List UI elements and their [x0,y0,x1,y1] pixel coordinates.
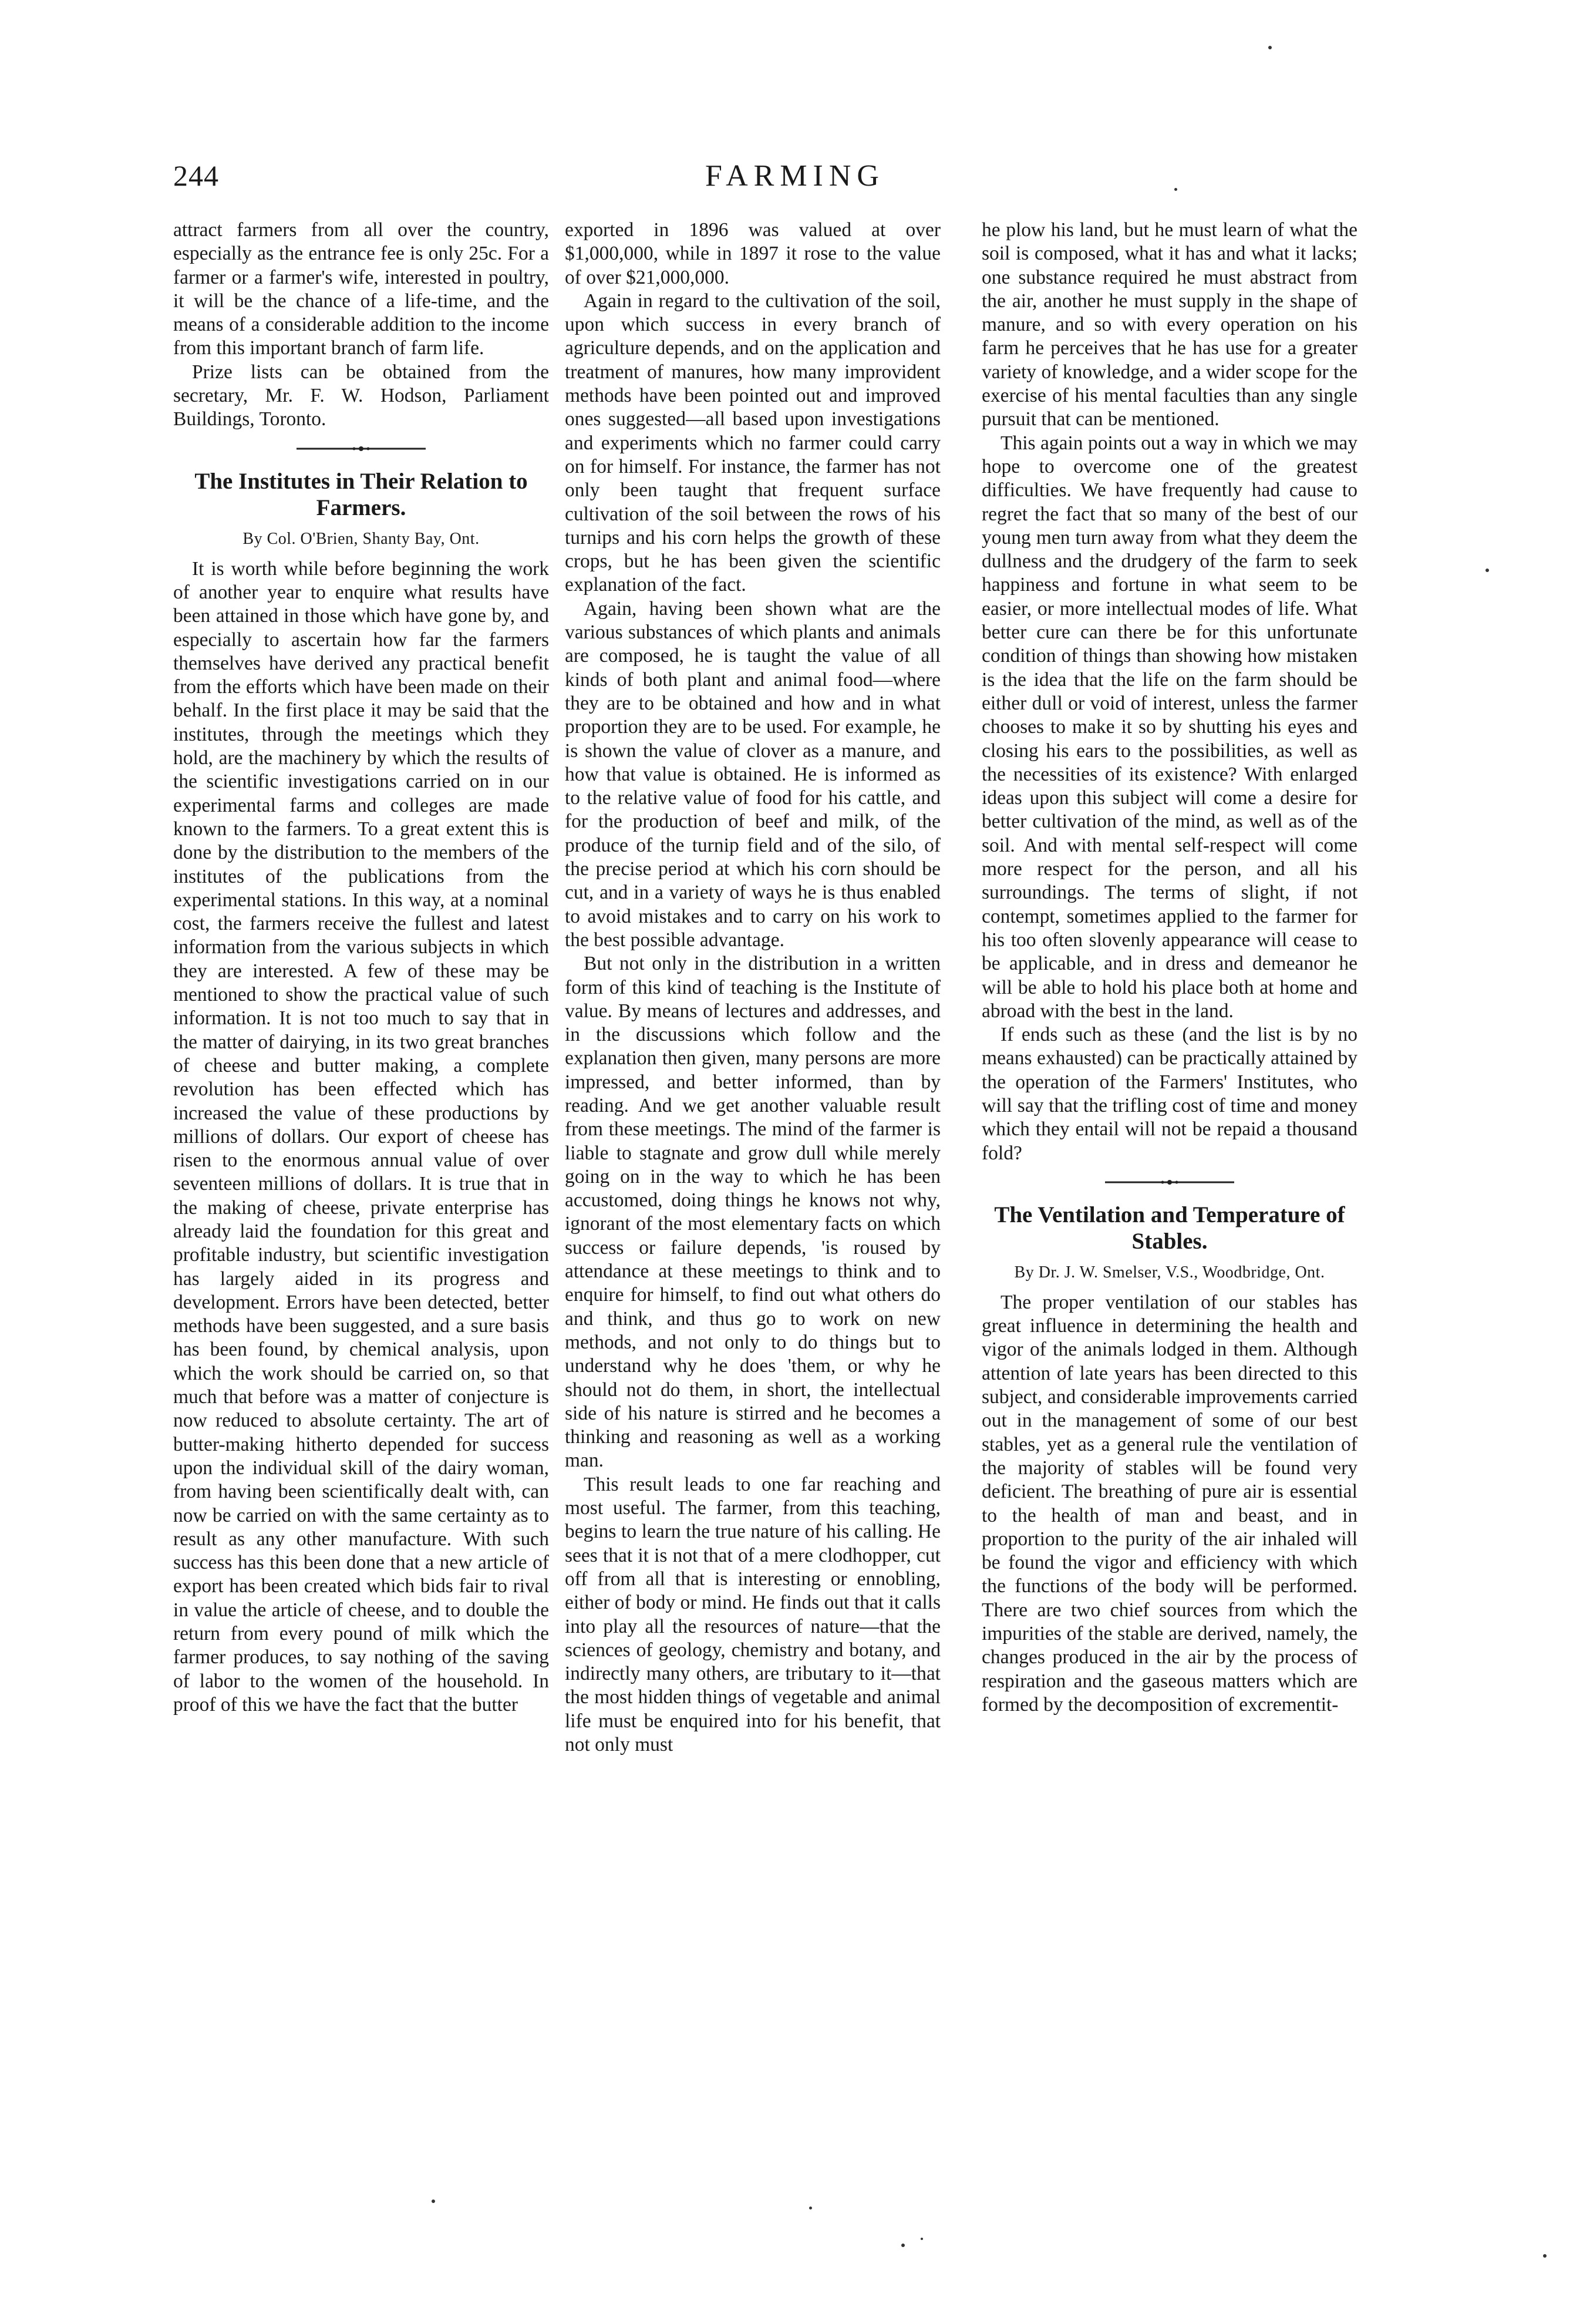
paragraph: If ends such as these (and the list is by no means exhausted) can be practically attained by the operation of the Farmers' Institutes, who will say that the trifling cost of time and money which they entail will not be repaid a thousand fold? [982,1024,1357,1164]
column-1 [173,218,549,1717]
paragraph: It is worth while before beginning the work of another year to enquire what results have been attained in those which have gone by, and especially to ascertain how far the farmers themselves have derived any practical benefit from the efforts which have been made on their behalf. In the first place it may be said that the institutes, through the meetings which they hold, are the machinery by which the results of the scientific investigations carried on in our experimental farms and colleges are made known to the farmers. To a great extent this is done by the distribution to the members of the institutes of the publications from the experimental stations. In this way, at a nominal cost, the farmers receive the fullest and latest information from the various subjects in which they are interested. A few of these may be mentioned to show the practical value of such information. It is not too much to say that in the matter of dairying, in its two great branches of cheese and butter making, a complete revolution has been effected which has increased the value of these productions by millions of dollars. Our export of cheese has risen to the enormous annual value of over seventeen millions of dollars. It is true that in the making of cheese, private enterprise has already laid the foundation for this great and profitable industry, but scientific investigation has largely aided in its progress and development. Errors have been detected, better methods have been suggested, and a sure basis has been found, by chemical analysis, upon which the work should be carried on, so that much that before was a matter of conjecture is now reduced to absolute certainty. The art of butter-making hitherto depended for success upon the individual skill of the dairy woman, from having been scientifically dealt with, can now be carried on with the same certainty as to result as any other manufacture. With such success has this been done that a new article of export has been created which bids fair to rival in value the article of cheese, and to double the return from every pound of milk which the farmer produces, to say nothing of the saving of labor to the women of the household. In proof of this we have the fact that the butter [173,557,549,1716]
scan-speck [432,2199,435,2203]
paragraph: Again, having been shown what are the various substances of which plants and animals are composed, he is taught the value of all kinds of both plant and animal food—where they are to be obtained and how and in what proportion they are to be used. For example, he is shown the value of clover as a manure, and how that value is obtained. He is informed as to the relative value of food for his cattle, and for the production of beef and milk, of the produce of the turnip field and of the silo, of the precise period at which his corn should be cut, and in a variety of ways he is thus enabled to avoid mistakes and to carry on his work to the best possible advantage. [565,597,941,951]
scan-speck [1543,2254,1547,2258]
article-title: The Institutes in Their Relation to Farmers. [194,468,528,520]
section-divider [273,445,449,453]
scan-speck [901,2244,905,2247]
scan-speck [1174,188,1177,191]
scan-speck [1268,46,1272,49]
paragraph: Prize lists can be obtained from the secretary, Mr. F. W. Hodson, Parliament Buildings, Toronto. [173,361,549,431]
scan-speck [921,2238,923,2240]
article-title: The Ventilation and Temperature of Stables. [994,1202,1345,1254]
column-2 [565,218,941,1757]
paragraph: The proper ventilation of our stables has great influence in determining the health and vigor of the animals lodged in them. Although attention of late years has been directed to this subject, and considerable improvements carried out in the management of some of our best stables, yet as a general rule the ventilation of the majority of stables will be found very deficient. The breathing of pure air is essential to the health of man and beast, and in proportion to the purity of the air inhaled will be found the vigor and efficiency with which the functions of the body will be performed. There are two chief sources from which the impurities of the stable are derived, namely, the changes produced in the air by the process of respiration and the gaseous matters which are formed by the decomposition of excrementit- [982,1291,1357,1716]
paragraph: exported in 1896 was valued at over $1,000,000, while in 1897 it rose to the value of over $21,000,000. [565,219,941,288]
scan-speck [1485,569,1489,572]
page-number: 244 [173,159,219,192]
paragraph: This result leads to one far reaching and most useful. The farmer, from this teaching, begins to learn the true nature of his calling. He sees that it is not that of a mere clodhopper, cut off from all that is interesting or ennobling, either of body or mind. He finds out that it calls into play all the resources of nature—that the sciences of geology, chemistry and botany, and indirectly many others, are tributary to it—that the most hidden things of vegetable and animal life must be enquired into for his benefit, that not only must [565,1473,941,1755]
column-3 [982,218,1357,1717]
paragraph: This again points out a way in which we may hope to overcome one of the greatest difficulties. We have frequently had cause to regret the fact that so many of the best of our young men turn away from what they deem the dullness and the drudgery of the farm to seek happiness and fortune in what seem to be easier, or more intellectual modes of life. What better cure can there be for this unfortunate condition of things than showing how mistaken is the idea that the life on the farm should be either dull or void of interest, unless the farmer chooses to make it so by shutting his eyes and closing his ears to the possibilities, as well as the necessities of its existence? With enlarged ideas upon this subject will come a desire for better cultivation of the mind, as well as of the soil. And with mental self-respect will come more respect for the person, and all his surroundings. The terms of slight, if not contempt, sometimes applied to the farmer for his too often slovenly appearance will cease to be applicable, and in dress and demeanor he will be able to hold his place both at home and abroad with the best in the land. [982,432,1357,1022]
scan-speck [809,2207,812,2209]
paragraph: he plow his land, but he must learn of what the soil is composed, what it has and what it lacks; one substance required he must abstract from the air, another he must supply in the shape of manure, and so with every operation on his farm he perceives that he has use for a greater variety of knowledge, and a wider scope for the exercise of his mental faculties than any single pursuit that can be mentioned. [982,219,1357,431]
paragraph: attract farmers from all over the country, especially as the entrance fee is only 25c. For a farmer or a farmer's wife, interested in poultry, it will be the chance of a life-time, and the means of a considerable addition to the income from this important branch of farm life. [173,219,549,359]
article-byline: By Col. O'Brien, Shanty Bay, Ont. [242,529,480,548]
running-head: FARMING [705,159,885,193]
paragraph: Again in regard to the cultivation of the soil, upon which success in every branch of agriculture depends, and on the application and treatment of manures, how many improvident methods have been pointed out and improved ones suggested—all based upon investigations and experiments which no farmer could carry on for himself. For instance, the farmer has not only been taught that frequent surface cultivation of the soil between the rows of his turnips and his corn helps the growth of these crops, but he has been given the scientific explanation of the fact. [565,290,941,596]
paragraph: But not only in the distribution in a written form of this kind of teaching is the Institute of value. By means of lectures and addresses, and in the discussions which follow and the explanation then given, many persons are more impressed, and better informed, than by reading. And we get another valuable result from these meetings. The mind of the farmer is liable to stagnate and grow dull while merely going on in the way to which he has been accustomed, doing things he knows not why, ignorant of the most elementary facts on which success or failure depends, 'is roused by attendance at these meetings to think and to enquire for himself, to find out what others do and think, and thus go to work on new methods, and not only to do things but to understand why he does 'them, or why he should not do them, in short, the intellectual side of his nature is stirred and he becomes a thinking and reasoning as well as a working man. [565,953,941,1472]
section-divider [1082,1178,1258,1186]
article-byline: By Dr. J. W. Smelser, V.S., Woodbridge, Ont. [1014,1263,1325,1282]
